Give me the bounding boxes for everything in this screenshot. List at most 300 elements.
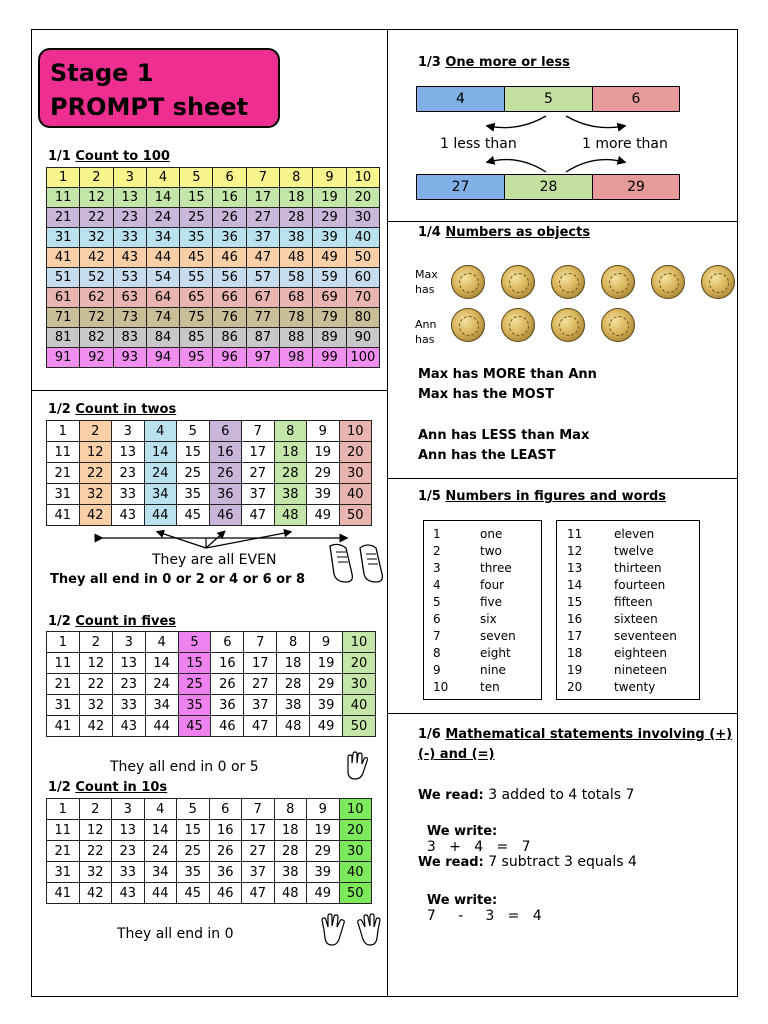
grid-cell: 76 [213, 308, 246, 328]
grid-cell: 98 [280, 348, 313, 368]
grid-cell: 29 [307, 841, 340, 862]
number-box-top-1: 5 [504, 86, 593, 112]
grid-cell: 24 [146, 208, 179, 228]
number-figure: 9 [433, 663, 441, 677]
grid-row [47, 228, 380, 248]
grid-row [47, 484, 372, 505]
number-word: seventeen [614, 629, 677, 643]
number-word: ten [480, 680, 500, 694]
grid-cell: 30 [343, 674, 376, 695]
number-figure: 8 [433, 646, 441, 660]
grid-cell: 15 [177, 442, 210, 463]
grid-cell: 70 [346, 288, 379, 308]
grid-cell: 10 [343, 632, 376, 653]
grid-cell: 49 [313, 248, 346, 268]
grid-cell: 42 [79, 716, 112, 737]
ann-label [415, 317, 436, 347]
grid-row [47, 505, 372, 526]
two-hands-icon [318, 912, 384, 948]
number-figure: 16 [567, 612, 583, 626]
grid-cell: 93 [113, 348, 146, 368]
divider-right-2 [387, 478, 737, 479]
number-word: five [480, 595, 503, 609]
grid-cell: 17 [242, 820, 275, 841]
grid-cell: 3 [112, 799, 145, 820]
grid-row [47, 328, 380, 348]
grid-cell: 26 [211, 674, 244, 695]
grid-cell: 5 [177, 421, 210, 442]
grid-cell: 46 [209, 505, 242, 526]
grid-cell: 100 [346, 348, 379, 368]
grid-row [47, 841, 372, 862]
ann-label-line-2: has [415, 333, 435, 346]
number-figure: 17 [567, 629, 583, 643]
number-word: nine [480, 663, 506, 677]
grid-cell: 21 [47, 208, 80, 228]
grid-cell: 54 [146, 268, 179, 288]
grid-cell: 1 [47, 421, 80, 442]
grid-row [47, 716, 376, 737]
grid-cell: 46 [213, 248, 246, 268]
grid-cell: 32 [79, 695, 112, 716]
grid-cell: 40 [339, 484, 372, 505]
grid-cell: 20 [339, 820, 372, 841]
grid-cell: 34 [144, 484, 177, 505]
section-1-1-heading [48, 149, 170, 164]
grid-row [47, 268, 380, 288]
grid-row [47, 188, 380, 208]
number-word: six [480, 612, 497, 626]
section-1-6-heading [418, 727, 732, 742]
grid-cell: 69 [313, 288, 346, 308]
grid-cell: 2 [79, 799, 112, 820]
grid-cell: 27 [244, 674, 277, 695]
number-word: twenty [614, 680, 656, 694]
grid-cell: 34 [146, 228, 179, 248]
grid-cell: 58 [280, 268, 313, 288]
grid-cell: 41 [47, 505, 80, 526]
even-caption: They are all EVEN [152, 552, 277, 568]
grid-cell: 15 [178, 653, 211, 674]
grid-cell: 29 [313, 208, 346, 228]
section-1-2-tens-heading [48, 780, 167, 795]
grid-cell: 36 [209, 862, 242, 883]
section-1-4-heading [418, 225, 590, 240]
grid-cell: 42 [80, 248, 113, 268]
grid-cell: 16 [209, 442, 242, 463]
number-box-bottom-0: 27 [416, 174, 505, 200]
grid-cell: 44 [144, 505, 177, 526]
grid-cell: 45 [180, 248, 213, 268]
number-word: four [480, 578, 505, 592]
grid-cell: 41 [47, 248, 80, 268]
grid-cell: 46 [211, 716, 244, 737]
column-divider [387, 29, 388, 996]
grid-cell: 79 [313, 308, 346, 328]
example-1-write-text: 3 + 4 = 7 [426, 839, 531, 855]
grid-cell: 21 [47, 841, 80, 862]
grid-cell: 27 [242, 841, 275, 862]
max-coin-icon [651, 265, 685, 299]
grid-cell: 3 [112, 632, 145, 653]
grid-cell: 82 [80, 328, 113, 348]
grid-cell: 4 [144, 799, 177, 820]
grid-cell: 28 [274, 463, 307, 484]
grid-cell: 19 [307, 820, 340, 841]
grid-cell: 13 [112, 653, 145, 674]
grid-cell: 86 [213, 328, 246, 348]
grid-cell: 20 [346, 188, 379, 208]
grid-cell: 9 [307, 421, 340, 442]
grid-cell: 39 [310, 695, 343, 716]
grid-cell: 48 [274, 883, 307, 904]
grid-row [47, 168, 380, 188]
grid-cell: 4 [145, 632, 178, 653]
grid-cell: 20 [343, 653, 376, 674]
grid-cell: 13 [113, 188, 146, 208]
grid-cell: 4 [144, 421, 177, 442]
grid-cell: 7 [242, 799, 275, 820]
grid-cell: 10 [339, 421, 372, 442]
fives-grid [46, 631, 376, 737]
grid-cell: 6 [213, 168, 246, 188]
grid-cell: 68 [280, 288, 313, 308]
grid-cell: 30 [339, 463, 372, 484]
divider-left-1 [31, 390, 387, 391]
grid-row [47, 820, 372, 841]
grid-cell: 22 [79, 841, 112, 862]
grid-cell: 34 [144, 862, 177, 883]
number-figure: 3 [433, 561, 441, 575]
example-2-read-text: 7 subtract 3 equals 4 [488, 854, 637, 870]
grid-cell: 14 [144, 820, 177, 841]
grid-row [47, 653, 376, 674]
grid-cell: 19 [310, 653, 343, 674]
grid-cell: 23 [112, 463, 145, 484]
grid-cell: 57 [246, 268, 279, 288]
grid-cell: 81 [47, 328, 80, 348]
section-code: 1/1 [48, 149, 71, 164]
grid-row [47, 348, 380, 368]
ann-coin-icon [551, 308, 585, 342]
grid-cell: 41 [47, 883, 80, 904]
grid-cell: 53 [113, 268, 146, 288]
grid-cell: 6 [209, 799, 242, 820]
tens-grid [46, 798, 372, 904]
grid-cell: 62 [80, 288, 113, 308]
grid-cell: 23 [112, 841, 145, 862]
grid-cell: 50 [339, 883, 372, 904]
grid-cell: 2 [79, 421, 112, 442]
words-box-11-20 [556, 520, 700, 700]
number-word: fifteen [614, 595, 653, 609]
number-figure: 14 [567, 578, 583, 592]
grid-cell: 56 [213, 268, 246, 288]
max-more-line: Max has MORE than Ann [418, 367, 597, 382]
grid-row [47, 632, 376, 653]
grid-cell: 26 [209, 841, 242, 862]
grid-cell: 42 [79, 505, 112, 526]
grid-cell: 19 [313, 188, 346, 208]
grid-cell: 89 [313, 328, 346, 348]
section-code: 1/4 [418, 225, 441, 240]
grid-cell: 2 [80, 168, 113, 188]
grid-cell: 34 [145, 695, 178, 716]
grid-cell: 49 [307, 883, 340, 904]
grid-cell: 22 [79, 463, 112, 484]
grid-cell: 77 [246, 308, 279, 328]
grid-cell: 9 [307, 799, 340, 820]
grid-cell: 36 [209, 484, 242, 505]
number-figure: 11 [567, 527, 583, 541]
grid-cell: 1 [47, 632, 80, 653]
grid-cell: 36 [213, 228, 246, 248]
number-figure: 13 [567, 561, 583, 575]
grid-cell: 11 [47, 188, 80, 208]
section-code: 1/2 [48, 402, 71, 417]
grid-row [47, 695, 376, 716]
write-label: We write: [426, 893, 498, 908]
grid-cell: 73 [113, 308, 146, 328]
divider-right-3 [387, 713, 737, 714]
grid-cell: 23 [112, 674, 145, 695]
grid-cell: 10 [339, 799, 372, 820]
grid-cell: 21 [47, 674, 80, 695]
grid-cell: 30 [339, 841, 372, 862]
section-1-6-heading-line-2 [418, 747, 494, 762]
ann-coin-icon [501, 308, 535, 342]
grid-cell: 3 [113, 168, 146, 188]
grid-cell: 39 [307, 484, 340, 505]
example-1-read [418, 787, 634, 803]
number-figure: 1 [433, 527, 441, 541]
grid-cell: 18 [274, 442, 307, 463]
max-coin-icon [451, 265, 485, 299]
ann-label-line-1: Ann [415, 318, 437, 331]
title-box [38, 48, 280, 128]
title-line-1: Stage 1 [50, 59, 154, 87]
grid-cell: 14 [145, 653, 178, 674]
title-line-2: PROMPT sheet [50, 93, 249, 121]
grid-cell: 35 [177, 862, 210, 883]
grid-cell: 41 [47, 716, 80, 737]
grid-cell: 28 [277, 674, 310, 695]
section-title-2: (-) and (=) [418, 747, 495, 762]
section-1-2-twos-heading [48, 402, 176, 417]
grid-cell: 36 [211, 695, 244, 716]
grid-cell: 30 [346, 208, 379, 228]
grid-cell: 60 [346, 268, 379, 288]
grid-cell: 1 [47, 168, 80, 188]
divider-right-1 [387, 221, 737, 222]
grid-cell: 99 [313, 348, 346, 368]
grid-cell: 45 [177, 883, 210, 904]
grid-cell: 40 [343, 695, 376, 716]
grid-cell: 49 [307, 505, 340, 526]
grid-cell: 9 [310, 632, 343, 653]
grid-cell: 40 [339, 862, 372, 883]
grid-cell: 61 [47, 288, 80, 308]
grid-cell: 46 [209, 883, 242, 904]
grid-cell: 43 [112, 716, 145, 737]
grid-cell: 32 [80, 228, 113, 248]
grid-cell: 1 [47, 799, 80, 820]
number-figure: 6 [433, 612, 441, 626]
hundred-square [46, 167, 380, 368]
grid-cell: 28 [274, 841, 307, 862]
grid-cell: 47 [242, 883, 275, 904]
grid-cell: 32 [79, 862, 112, 883]
grid-cell: 33 [113, 228, 146, 248]
section-1-2-fives-heading [48, 614, 176, 629]
grid-cell: 16 [211, 653, 244, 674]
number-box-top-2: 6 [592, 86, 680, 112]
section-title: Count in fives [75, 614, 176, 629]
max-label [415, 267, 438, 297]
grid-cell: 24 [145, 674, 178, 695]
number-word: fourteen [614, 578, 666, 592]
grid-cell: 21 [47, 463, 80, 484]
hand-icon [342, 751, 372, 781]
grid-cell: 90 [346, 328, 379, 348]
ann-coin-icon [601, 308, 635, 342]
words-box-1-10 [423, 520, 542, 700]
grid-cell: 35 [177, 484, 210, 505]
grid-cell: 88 [280, 328, 313, 348]
grid-cell: 33 [112, 484, 145, 505]
grid-cell: 83 [113, 328, 146, 348]
number-figure: 18 [567, 646, 583, 660]
grid-cell: 72 [80, 308, 113, 328]
number-figure: 7 [433, 629, 441, 643]
grid-cell: 8 [280, 168, 313, 188]
grid-cell: 40 [346, 228, 379, 248]
grid-cell: 50 [343, 716, 376, 737]
grid-cell: 7 [242, 421, 275, 442]
grid-cell: 10 [346, 168, 379, 188]
example-1-read-text: 3 added to 4 totals 7 [488, 787, 635, 803]
grid-cell: 25 [178, 674, 211, 695]
number-figure: 20 [567, 680, 583, 694]
max-coin-icon [551, 265, 585, 299]
grid-cell: 5 [180, 168, 213, 188]
grid-cell: 25 [180, 208, 213, 228]
grid-cell: 48 [277, 716, 310, 737]
number-figure: 19 [567, 663, 583, 677]
section-1-5-heading [418, 489, 666, 504]
grid-cell: 31 [47, 228, 80, 248]
grid-cell: 26 [213, 208, 246, 228]
grid-cell: 84 [146, 328, 179, 348]
number-box-bottom-2: 29 [592, 174, 680, 200]
grid-cell: 43 [112, 505, 145, 526]
grid-cell: 16 [209, 820, 242, 841]
grid-cell: 95 [180, 348, 213, 368]
grid-cell: 50 [346, 248, 379, 268]
grid-cell: 8 [277, 632, 310, 653]
grid-cell: 27 [246, 208, 279, 228]
grid-cell: 6 [211, 632, 244, 653]
grid-cell: 59 [313, 268, 346, 288]
grid-cell: 33 [112, 862, 145, 883]
grid-row [47, 442, 372, 463]
max-coin-icon [501, 265, 535, 299]
grid-cell: 37 [242, 484, 275, 505]
grid-cell: 18 [280, 188, 313, 208]
grid-cell: 38 [274, 862, 307, 883]
grid-cell: 64 [146, 288, 179, 308]
fives-caption: They all end in 0 or 5 [110, 759, 259, 775]
number-word: twelve [614, 544, 654, 558]
example-2-write [418, 876, 542, 924]
grid-cell: 37 [246, 228, 279, 248]
section-code: 1/5 [418, 489, 441, 504]
grid-cell: 92 [80, 348, 113, 368]
grid-cell: 7 [246, 168, 279, 188]
grid-cell: 3 [112, 421, 145, 442]
grid-cell: 47 [244, 716, 277, 737]
grid-cell: 24 [144, 841, 177, 862]
grid-cell: 31 [47, 695, 80, 716]
example-1-write [418, 807, 531, 855]
grid-cell: 47 [246, 248, 279, 268]
grid-cell: 16 [213, 188, 246, 208]
grid-cell: 67 [246, 288, 279, 308]
grid-cell: 87 [246, 328, 279, 348]
section-title: Count in twos [75, 402, 177, 417]
grid-cell: 31 [47, 484, 80, 505]
grid-cell: 25 [177, 841, 210, 862]
section-code: 1/6 [418, 727, 441, 742]
grid-cell: 29 [307, 463, 340, 484]
grid-cell: 27 [242, 463, 275, 484]
read-label: We read: [418, 788, 484, 803]
grid-cell: 20 [339, 442, 372, 463]
grid-cell: 6 [209, 421, 242, 442]
grid-cell: 47 [242, 505, 275, 526]
grid-cell: 5 [178, 632, 211, 653]
number-figure: 5 [433, 595, 441, 609]
grid-cell: 11 [47, 653, 80, 674]
twos-grid [46, 420, 372, 526]
grid-cell: 37 [244, 695, 277, 716]
number-word: eight [480, 646, 511, 660]
grid-cell: 8 [274, 799, 307, 820]
section-code: 1/2 [48, 614, 71, 629]
grid-cell: 38 [277, 695, 310, 716]
grid-cell: 12 [79, 653, 112, 674]
number-box-top-0: 4 [416, 86, 505, 112]
grid-cell: 13 [112, 442, 145, 463]
grid-cell: 15 [177, 820, 210, 841]
grid-cell: 9 [313, 168, 346, 188]
grid-cell: 11 [47, 820, 80, 841]
grid-cell: 2 [79, 632, 112, 653]
grid-cell: 65 [180, 288, 213, 308]
number-word: thirteen [614, 561, 662, 575]
section-title: Count in 10s [75, 780, 168, 795]
section-title: Count to 100 [75, 149, 170, 164]
number-word: eighteen [614, 646, 668, 660]
example-2-read [418, 854, 637, 870]
grid-cell: 75 [180, 308, 213, 328]
max-label-line-2: has [415, 283, 435, 296]
grid-cell: 14 [144, 442, 177, 463]
grid-cell: 8 [274, 421, 307, 442]
grid-cell: 12 [79, 820, 112, 841]
grid-row [47, 463, 372, 484]
number-figure: 10 [433, 680, 449, 694]
